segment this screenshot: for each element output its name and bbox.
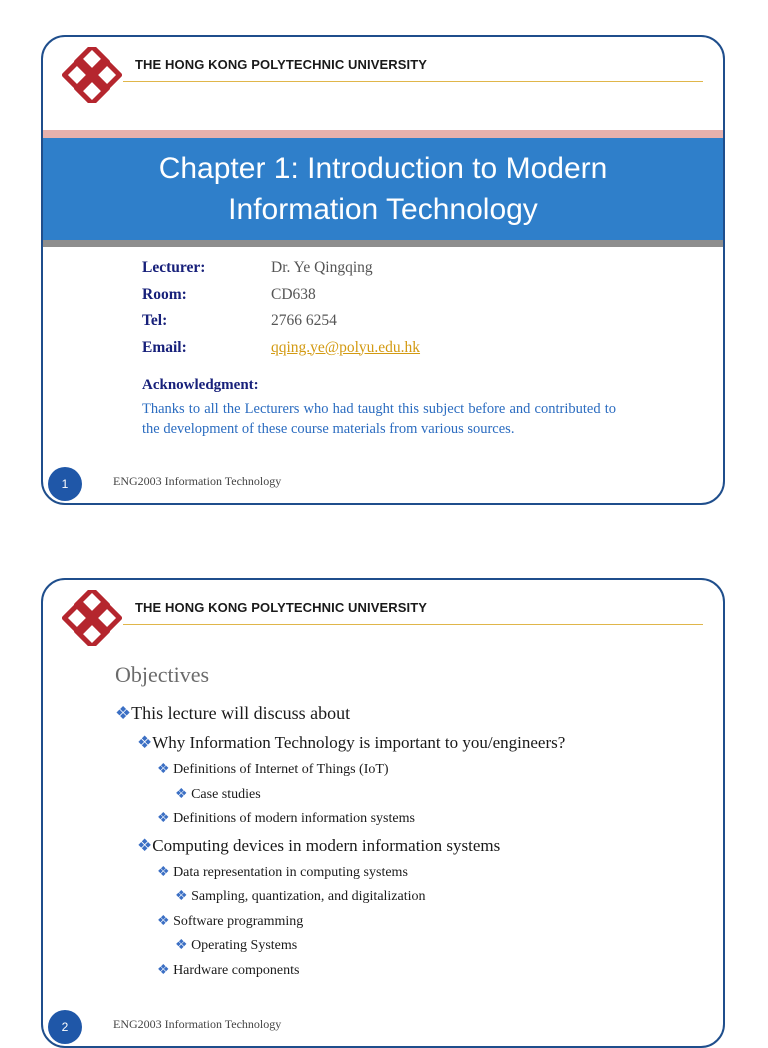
list-item bbox=[115, 913, 703, 938]
info-label: Room: bbox=[142, 285, 187, 303]
info-label: Lecturer: bbox=[142, 259, 206, 276]
diamond-bullet-icon: ❖ bbox=[137, 733, 153, 752]
lecturer-info bbox=[142, 259, 420, 365]
polyu-logo-icon bbox=[61, 590, 123, 646]
header-divider bbox=[123, 624, 703, 625]
acknowledgment-text: Thanks to all the Lecturers who had taught this subject before and contributed to the development of these course materials from various sources. bbox=[142, 401, 616, 437]
list-item bbox=[115, 786, 703, 811]
list-item-text: Definitions of modern information systems bbox=[173, 811, 415, 826]
objectives-title: Objectives bbox=[115, 662, 210, 687]
list-item bbox=[115, 864, 703, 889]
info-value: 2766 6254 bbox=[271, 312, 337, 329]
list-item-text: Definitions of Internet of Things (IoT) bbox=[173, 762, 389, 777]
title-band-top-stripe bbox=[43, 130, 723, 138]
list-item bbox=[115, 888, 703, 913]
diamond-bullet-icon: ❖ bbox=[137, 835, 153, 855]
info-row-email bbox=[142, 339, 420, 366]
list-item-text: Case studies bbox=[191, 786, 261, 802]
diamond-bullet-icon: ❖ bbox=[175, 938, 192, 953]
footer-course-name: ENG2003 Information Technology bbox=[113, 474, 282, 488]
slide-title-line-1: Chapter 1: Introduction to Modern bbox=[158, 152, 608, 185]
diamond-bullet-icon: ❖ bbox=[157, 864, 174, 880]
list-item-text: Hardware components bbox=[173, 962, 300, 978]
list-item-text: Software programming bbox=[173, 913, 304, 929]
info-row-tel bbox=[142, 312, 420, 339]
list-item bbox=[115, 962, 703, 987]
list-item bbox=[115, 732, 703, 761]
slide-1 bbox=[41, 35, 725, 505]
info-row-lecturer bbox=[142, 259, 420, 286]
slide-title-line-2: Information Technology bbox=[228, 193, 538, 226]
objectives-list bbox=[115, 702, 703, 986]
diamond-bullet-icon: ❖ bbox=[175, 889, 192, 904]
list-item-text: This lecture will discuss about bbox=[131, 703, 351, 723]
info-label: Tel: bbox=[142, 312, 168, 329]
info-label: Email: bbox=[142, 338, 187, 356]
footer-course-name: ENG2003 Information Technology bbox=[113, 1017, 282, 1031]
info-value: CD638 bbox=[271, 285, 316, 303]
list-item bbox=[115, 810, 703, 835]
acknowledgment-heading: Acknowledgment: bbox=[142, 377, 259, 393]
page-number-badge: 1 bbox=[48, 467, 82, 501]
diamond-bullet-icon: ❖ bbox=[175, 786, 192, 802]
diamond-bullet-icon: ❖ bbox=[157, 762, 174, 777]
list-item bbox=[115, 835, 703, 864]
slide-title bbox=[43, 138, 723, 240]
diamond-bullet-icon: ❖ bbox=[157, 913, 174, 929]
email-link[interactable]: qqing.ye@polyu.edu.hk bbox=[271, 338, 421, 356]
list-item bbox=[115, 937, 703, 962]
university-name: THE HONG KONG POLYTECHNIC UNIVERSITY bbox=[135, 600, 428, 615]
diamond-bullet-icon: ❖ bbox=[115, 703, 132, 723]
list-item-text: Data representation in computing systems bbox=[173, 864, 408, 880]
polyu-logo-icon bbox=[61, 47, 123, 103]
header-divider bbox=[123, 81, 703, 82]
info-value: Dr. Ye Qingqing bbox=[271, 259, 373, 276]
title-band-bottom-stripe bbox=[43, 240, 723, 247]
list-item-text: Sampling, quantization, and digitalization bbox=[191, 889, 426, 904]
university-name: THE HONG KONG POLYTECHNIC UNIVERSITY bbox=[135, 57, 428, 72]
list-item-text: Operating Systems bbox=[191, 938, 298, 953]
list-item bbox=[115, 702, 703, 732]
info-row-room bbox=[142, 286, 420, 313]
slide-2 bbox=[41, 578, 725, 1048]
page-number-badge: 2 bbox=[48, 1010, 82, 1044]
list-item-text: Why Information Technology is important to you/engineers? bbox=[152, 733, 566, 752]
diamond-bullet-icon: ❖ bbox=[157, 962, 174, 978]
diamond-bullet-icon: ❖ bbox=[157, 811, 174, 826]
list-item bbox=[115, 761, 703, 786]
list-item-text: Computing devices in modern information systems bbox=[152, 835, 501, 855]
